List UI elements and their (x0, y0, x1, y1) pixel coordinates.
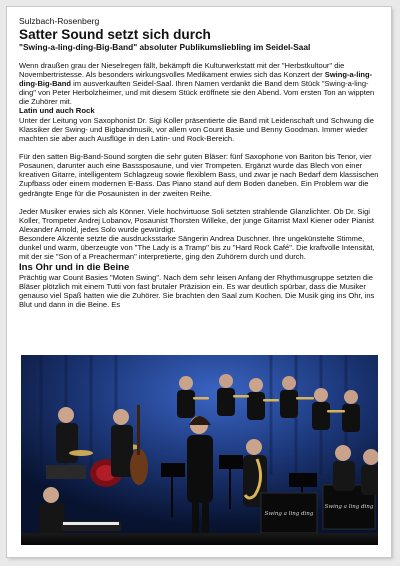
newspaper-page (7, 7, 391, 557)
article (19, 16, 381, 310)
stage-floor (21, 533, 378, 545)
article-subheadline: "Swing-a-ling-ding-Big-Band" absoluter Publikumsliebling im Seidel-Saal (19, 42, 311, 52)
section-heading-ohr: Ins Ohr und in die Beine (19, 262, 130, 274)
band-photo (21, 355, 378, 545)
paragraph-intro (19, 61, 381, 106)
paragraph-soloists: Jeder Musiker erwies sich als Könner. Viele hochvirtuose Soli setzten strahlende Glanzlichter. Ob Dr. Sigi Koller, Trompeter Andrej Lobanov, Posaunist Thorsten Willeke, der junge Gitarrist Maxl Kiener oder Pianist Alexander Arnold, jedes Solo wurde gewürdigt. (19, 206, 375, 234)
article-headline: Satter Sound setzt sich durch (19, 27, 211, 42)
stand-logo-1: Swing a ling ding (264, 511, 314, 517)
intro-text-b: im ausverkauften Seidel-Saal. Ihren Namen verdankt die Band dem Stück "Swing-a-ling-ding" von Peter Herbolzheimer, und mit diesem Stück eröffnete sie den Abend. Vom ersten Ton an wippten die Zuhörer mit. (19, 79, 375, 107)
paragraph-moten-swing: Prächtig war Count Basies "Moten Swing". Nach dem sehr leisen Anfang der Rhythmusgruppe setzten die Bläser plötzlich mit einem Tutti von fast brutaler Präzision ein. Es war deutlich spürbar, dass die Musiker genauso viel Spaß hatten wie die Zuhörer. Sie brachten den Saal zum Kochen. Die Musik ging ins Ohr, ins Blut und dann in die Beine. Es (19, 273, 375, 310)
stand-logo-2: Swing a ling ding (324, 504, 374, 510)
paragraph-sound: Für den satten Big-Band-Sound sorgten die sehr guten Bläser: fünf Saxophone von Bariton bis Tenor, vier Posaunen, darunter auch eine Basssposaune, und vier Trompeten. Ergänzt wurde das Blech von einer kreativen Gitarre, intelligentem Schlagzeug sowie flexiblem Bass, und zwar je nach Bedarf dem klassischen Zupfbass oder einem modernen E-Bass. Das Piano stand auf dem Boden daneben. Ein Problem war die gedrängte Enge für die Posaunisten in der zweiten Reihe. (19, 152, 379, 198)
article-kicker: Sulzbach-Rosenberg (19, 16, 100, 26)
paragraph-singer: Besondere Akzente setzte die ausdrucksstarke Sängerin Andrea Duschner. Ihre ungekünstelte Stimme, dunkel und warm, überzeugte von "The Lady is a Tramp" bis zu "Hard Rock Café". Die kraftvolle Intensität, mit der sie "Son of a Preacherman" interpretierte, ging den Zuhörern durch und durch. (19, 233, 375, 262)
band-name: Swing-a-ling-ding-Big-Band (19, 70, 373, 89)
intro-text-a: Wenn draußen grau der Nieselregen fällt, bekämpft die Kulturwerkstatt mit der "Herbstkultour" die Novembertristesse. Als besonders wirkungsvolles Medikament erwies sich das Konzert der (19, 61, 345, 80)
paragraph-leadership: Unter der Leitung von Saxophonist Dr. Sigi Koller präsentierte die Band mit Leidenschaft und Schwung die Klassiker der Swing- und Bigbandmusik, vor allem von Count Basie und Benny Goodman. Immer wieder machten sie aber auch Ausflüge in den Latin- und Rock-Bereich. (19, 115, 374, 144)
section-heading-latin: Latin und auch Rock (19, 106, 95, 116)
